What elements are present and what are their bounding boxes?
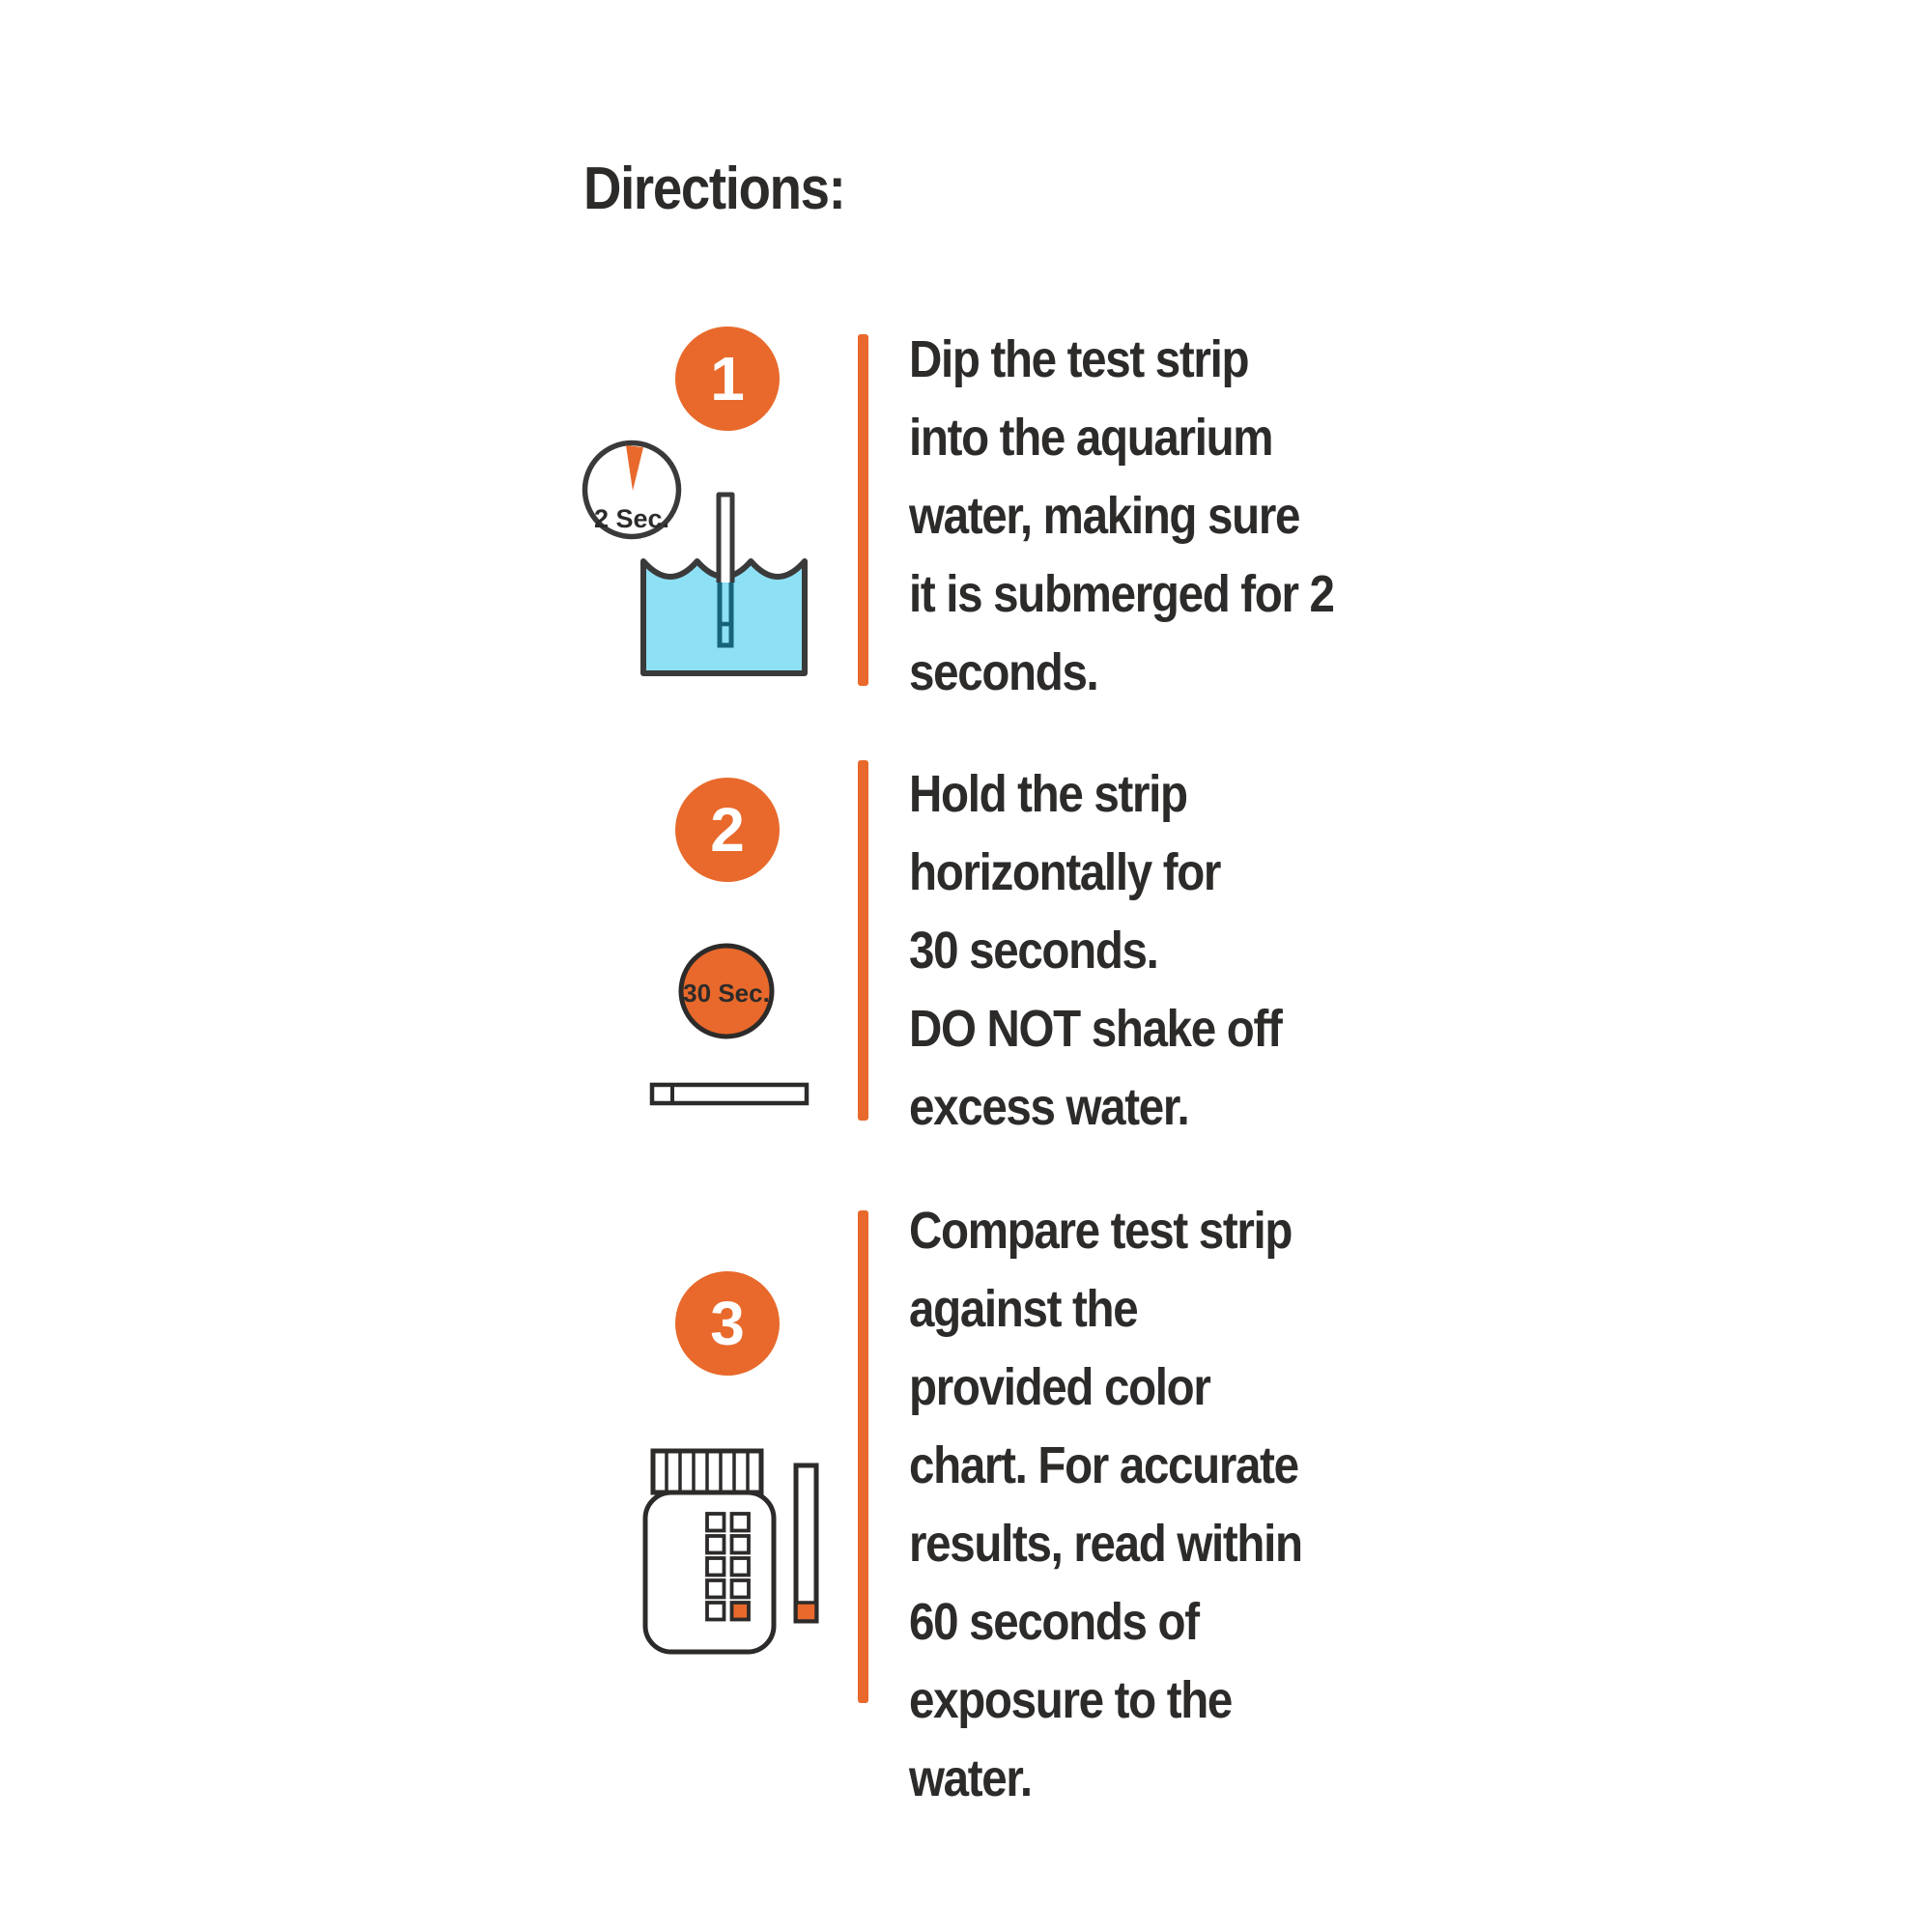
bottle-cap-ribs bbox=[667, 1453, 748, 1491]
test-strip-icon bbox=[719, 495, 732, 582]
step-3-divider-bar bbox=[858, 1210, 868, 1703]
step-text-line: into the aquarium bbox=[909, 409, 1273, 467]
step-2-illustration bbox=[628, 927, 840, 1116]
step-3-number: 3 bbox=[710, 1289, 745, 1358]
step-text-line: it is submerged for 2 bbox=[909, 565, 1334, 623]
step-text-line: chart. For accurate bbox=[909, 1436, 1298, 1494]
step-text-line: excess water. bbox=[909, 1078, 1189, 1136]
step-3-text bbox=[909, 1192, 1302, 1818]
timer-30sec-label: 30 Sec. bbox=[683, 979, 770, 1008]
step-text-line: horizontally for bbox=[909, 843, 1221, 901]
step-text-line: provided color bbox=[909, 1358, 1210, 1416]
test-strip-bottle-icon bbox=[645, 1451, 774, 1652]
step-text-line: 60 seconds of bbox=[909, 1593, 1199, 1651]
timer-2sec-icon bbox=[585, 443, 679, 537]
step-text-line: results, read within bbox=[909, 1515, 1302, 1573]
step-1-illustration bbox=[575, 435, 821, 686]
step-text-line: water. bbox=[909, 1749, 1032, 1807]
page-title: Directions: bbox=[583, 156, 845, 222]
horizontal-strip-icon bbox=[652, 1085, 807, 1103]
timer-30sec-icon bbox=[681, 946, 772, 1037]
step-2-divider-bar bbox=[858, 760, 868, 1121]
step-1-number-badge bbox=[675, 327, 780, 431]
step-2-number: 2 bbox=[710, 795, 745, 865]
step-text-line: DO NOT shake off bbox=[909, 1000, 1282, 1058]
step-2-text bbox=[909, 755, 1281, 1147]
step-1-number: 1 bbox=[710, 344, 745, 413]
step-text-line: Dip the test strip bbox=[909, 330, 1249, 388]
step-2-number-badge bbox=[675, 778, 780, 882]
step-text-line: Hold the strip bbox=[909, 765, 1187, 823]
step-text-line: against the bbox=[909, 1280, 1138, 1338]
timer-2sec-label: 2 Sec. bbox=[593, 504, 670, 533]
step-1-text bbox=[909, 321, 1334, 712]
step-text-line: water, making sure bbox=[909, 487, 1300, 545]
step-3-number-badge bbox=[675, 1271, 780, 1376]
step-text-line: seconds. bbox=[909, 643, 1098, 701]
step-text-line: 30 seconds. bbox=[909, 922, 1158, 980]
step-text-line: Compare test strip bbox=[909, 1202, 1293, 1260]
reacted-strip-icon bbox=[796, 1465, 816, 1621]
step-text-line: exposure to the bbox=[909, 1671, 1233, 1729]
step-1-divider-bar bbox=[858, 334, 868, 686]
step-3-illustration bbox=[628, 1439, 840, 1662]
